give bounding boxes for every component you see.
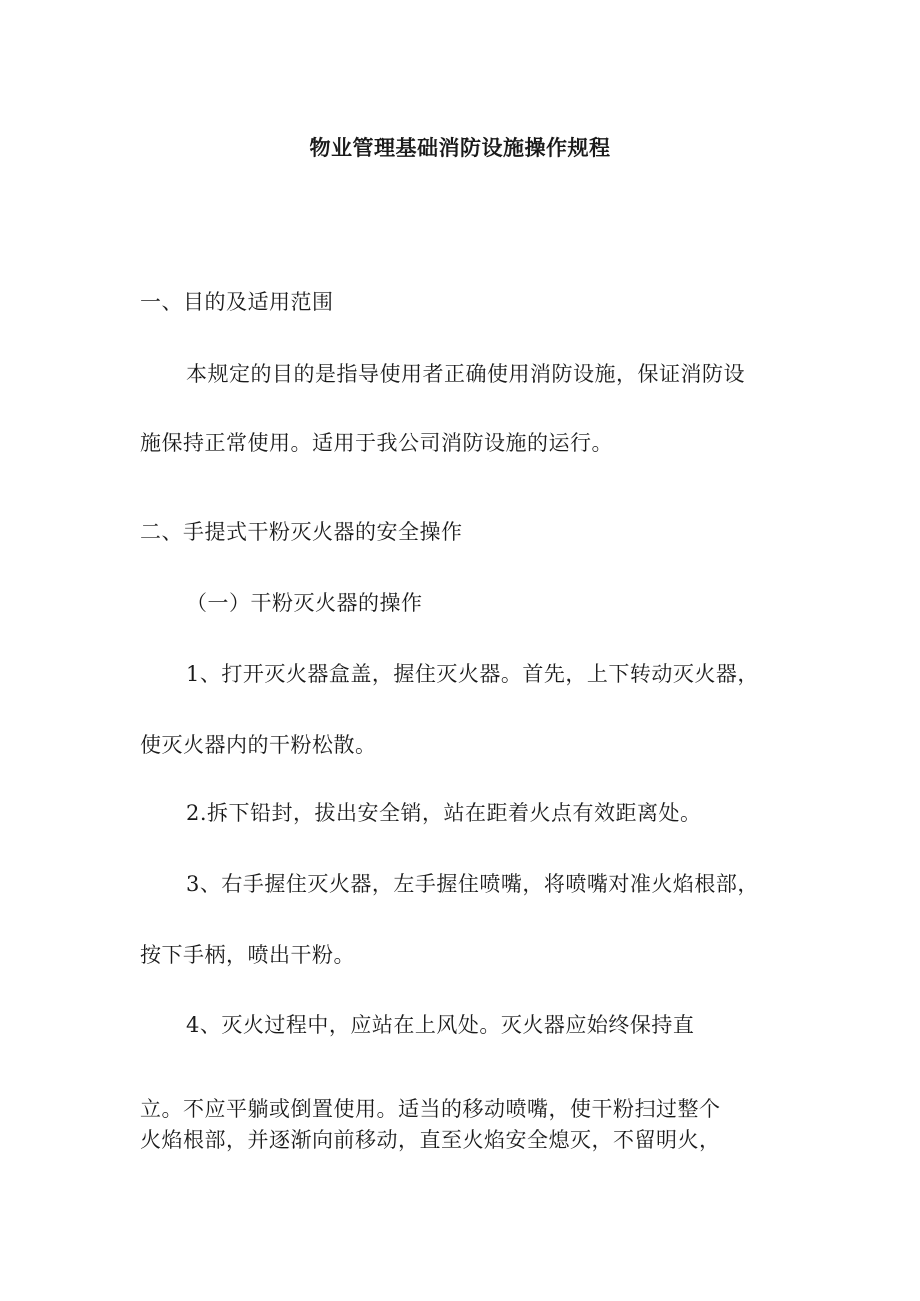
- paragraph-line: 使灭火器内的干粉松散。: [140, 733, 377, 757]
- paragraph-line: 1、打开灭火器盒盖，握住灭火器。首先，上下转动灭火器，: [186, 662, 759, 686]
- paragraph-line: 2.拆下铅封，拔出安全销，站在距着火点有效距离处。: [186, 801, 702, 825]
- paragraph-line: 火焰根部，并逐渐向前移动，直至火焰安全熄灭，不留明火，: [140, 1128, 721, 1152]
- paragraph-line: 施保持正常使用。适用于我公司消防设施的运行。: [140, 431, 613, 455]
- section-heading-extinguisher: 二、手提式干粉灭火器的安全操作: [140, 520, 463, 544]
- paragraph-line: 立。不应平躺或倒置使用。适当的移动喷嘴，使干粉扫过整个: [140, 1097, 721, 1121]
- paragraph-line: 按下手柄，喷出干粉。: [140, 943, 355, 967]
- paragraph-line: 4、灭火过程中，应站在上风处。灭火器应始终保持直: [186, 1013, 695, 1037]
- paragraph-line: 3、右手握住灭火器，左手握住喷嘴，将喷嘴对准火焰根部，: [186, 872, 759, 896]
- section-heading-purpose: 一、目的及适用范围: [140, 290, 334, 314]
- subsection-heading: （一）干粉灭火器的操作: [186, 591, 423, 615]
- paragraph-line: 本规定的目的是指导使用者正确使用消防设施，保证消防设: [186, 362, 745, 386]
- document-title: 物业管理基础消防设施操作规程: [309, 135, 611, 160]
